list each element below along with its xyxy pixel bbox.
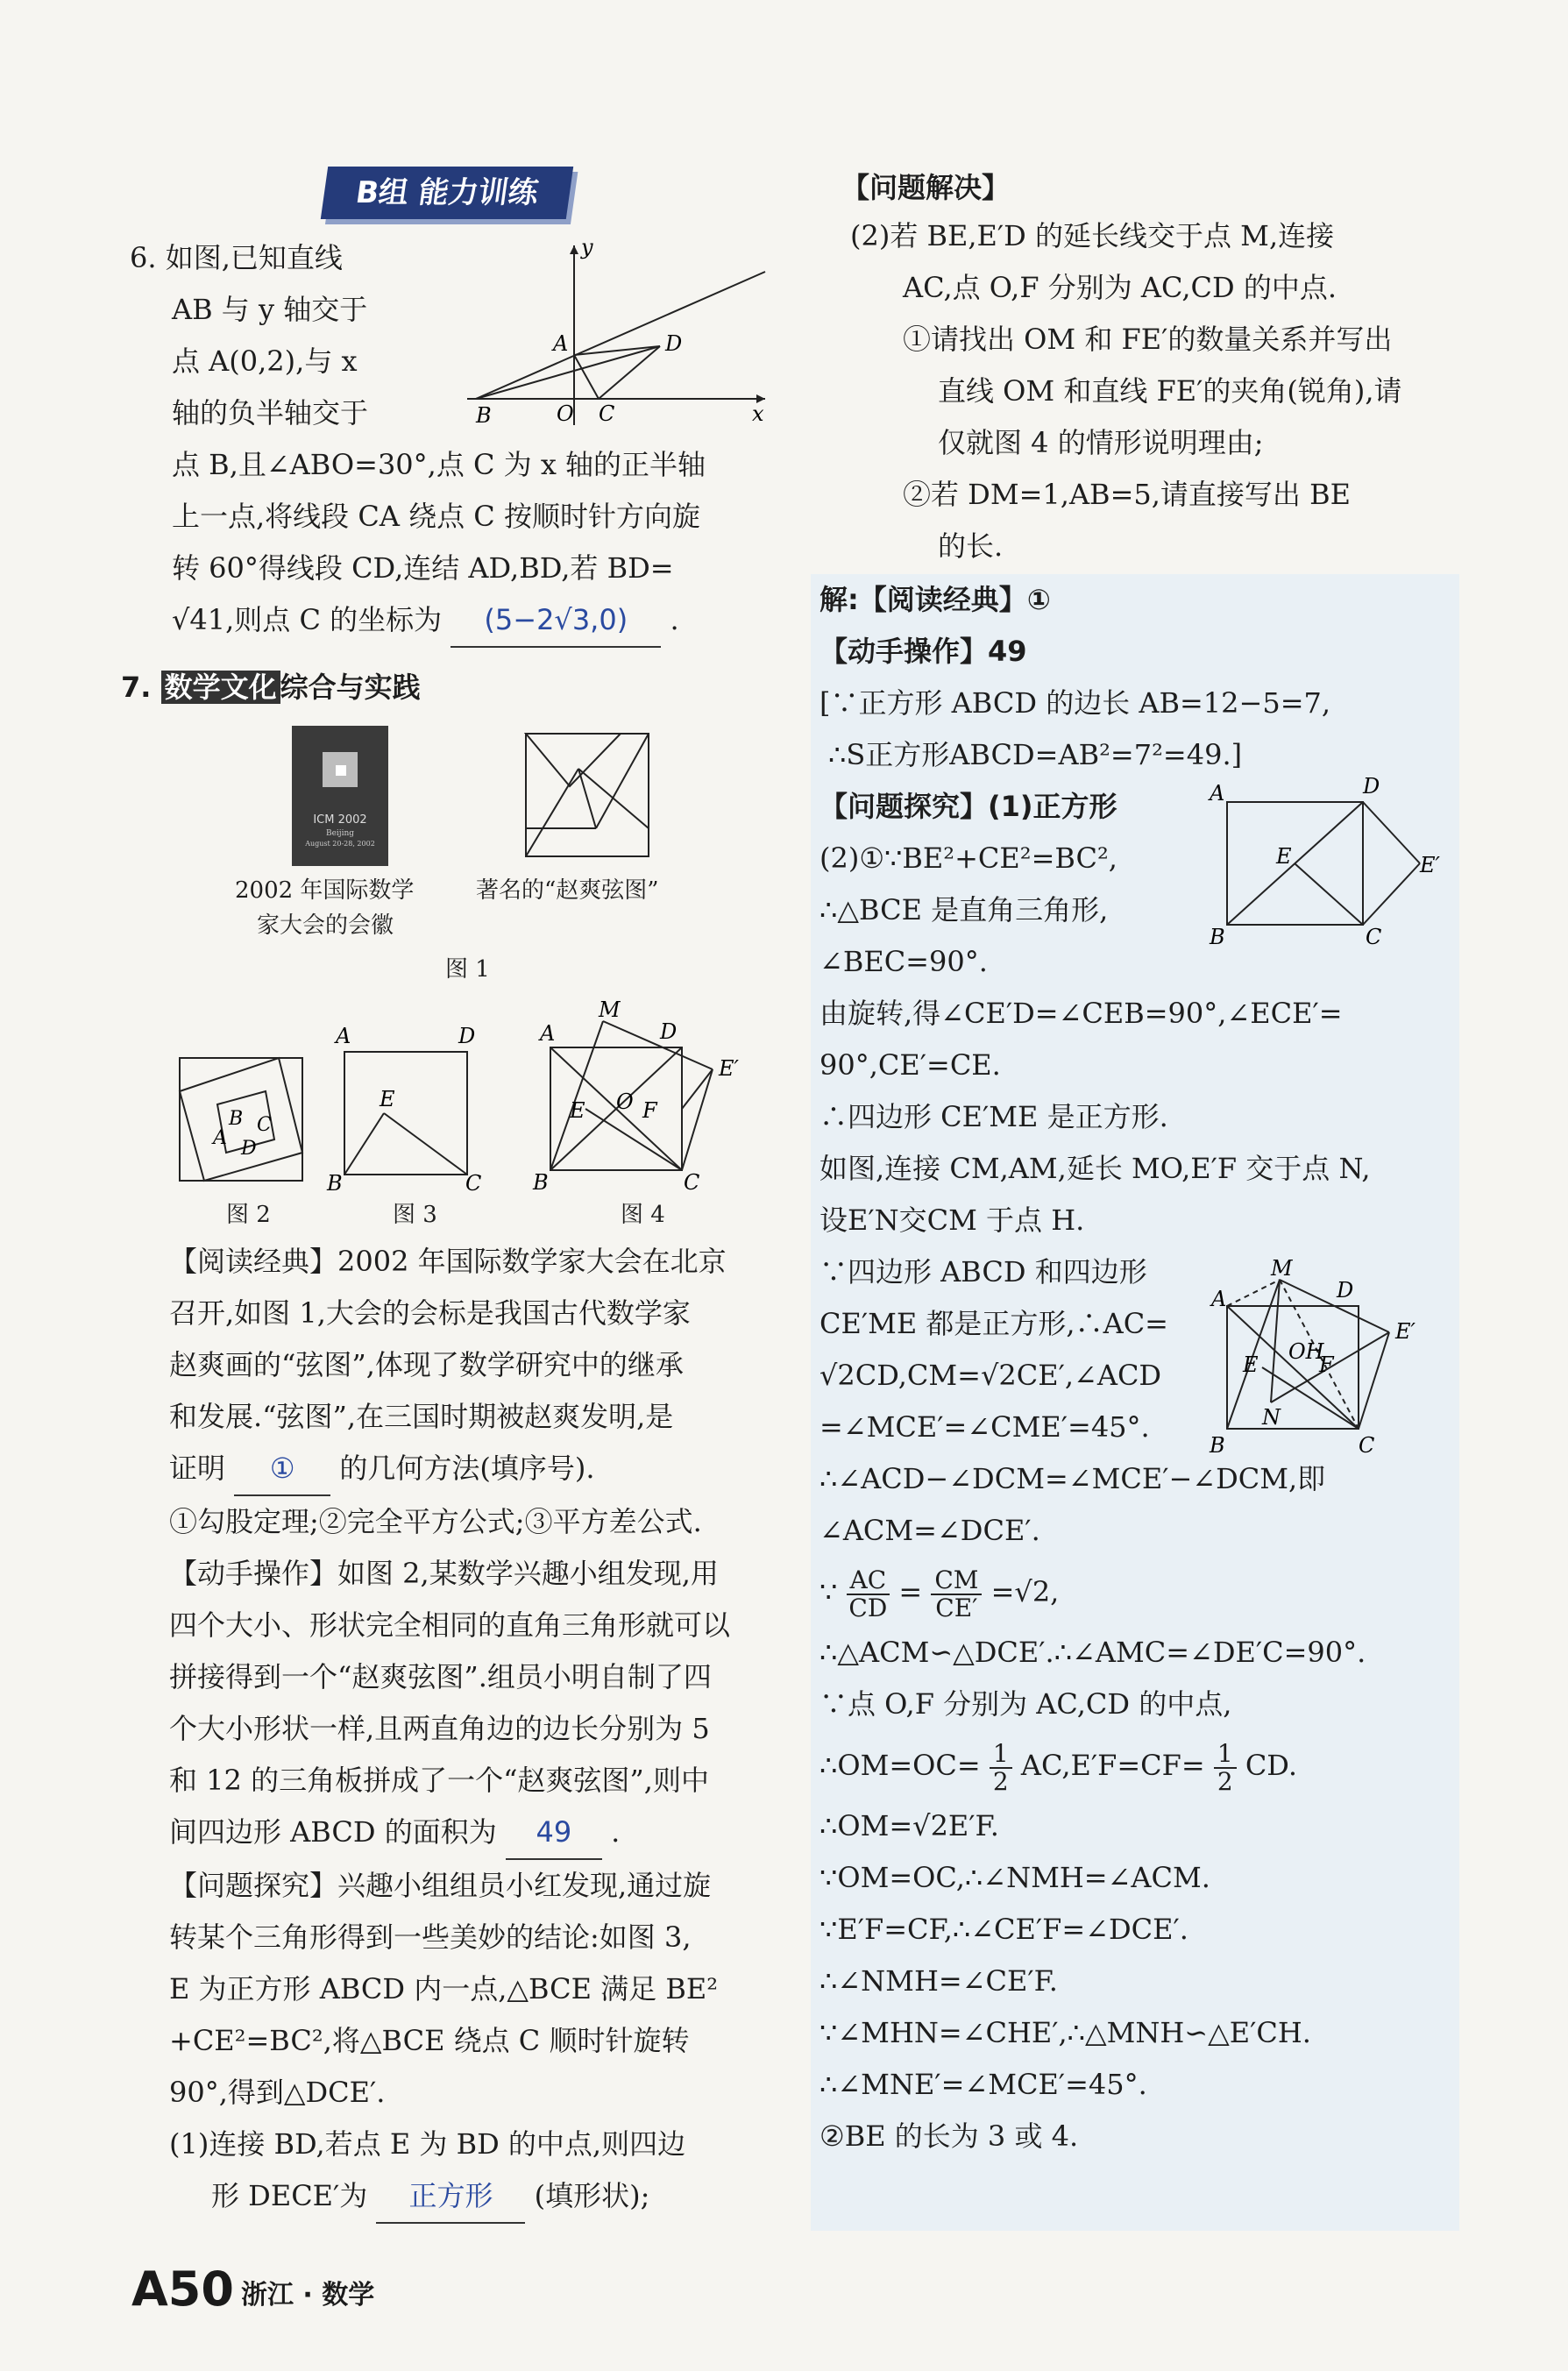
svg-text:A: A (336, 1024, 351, 1048)
sol-line: ∴∠MNE′=∠MCE′=45°. (819, 2068, 1147, 2101)
svg-text:B: B (476, 403, 492, 428)
fig1-label: 图 1 (445, 956, 490, 983)
sol-line: ∴∠ACD−∠DCM=∠MCE′−∠DCM,即 (819, 1462, 1326, 1495)
q6-answer: (5−2√3,0) (451, 594, 661, 648)
explore-line: +CE²=BC²,将△BCE 绕点 C 顺时针旋转 (169, 2024, 690, 2057)
half-frac-1 (990, 1738, 1012, 1796)
figure-4-diagram (524, 995, 761, 1195)
frac-num: 1 (990, 1741, 1012, 1769)
logo-date: August 20-28, 2002 (305, 840, 375, 848)
ratio-eq: = (898, 1575, 923, 1608)
svg-text:B: B (229, 1108, 244, 1130)
svg-text:O: O (616, 1090, 634, 1114)
fig1-caption-2: 家大会的会徽 (257, 912, 394, 939)
svg-text:B: B (1210, 1433, 1225, 1458)
sol-line: ∴OM=√2E′F. (819, 1809, 999, 1842)
svg-text:N: N (1262, 1405, 1281, 1430)
frac-num: CM (931, 1567, 982, 1595)
q6-line: 轴的负半轴交于 (172, 396, 369, 429)
explore-line: 90°,得到△DCE′. (169, 2076, 386, 2109)
svg-text:D: D (660, 1019, 678, 1044)
svg-text:A: A (1210, 781, 1225, 806)
sol-line: ∴四边形 CE′ME 是正方形. (819, 1100, 1168, 1133)
svg-text:C: C (599, 401, 615, 426)
icm-2002-logo (292, 726, 388, 866)
frac-den: 2 (1217, 1766, 1233, 1796)
fig1-caption-1: 2002 年国际数学 (235, 877, 415, 904)
read-line: 【阅读经典】2002 年国际数学家大会在北京 (169, 1245, 727, 1278)
svg-text:x: x (752, 401, 764, 426)
q7-culture-tag: 数学文化 (161, 671, 280, 704)
sol-line: ∴∠NMH=∠CE′F. (819, 1964, 1058, 1998)
sol-line: 90°,CE′=CE. (819, 1048, 1001, 1082)
fig1-caption-3: 著名的“赵爽弦图” (476, 877, 659, 904)
sol-line: ∵OM=OC,∴∠NMH=∠ACM. (819, 1861, 1210, 1894)
q6-line: 上一点,将线段 CA 绕点 C 按顺时针方向旋 (172, 500, 700, 533)
figure-2-diagram (178, 1056, 309, 1188)
read-suffix: 的几何方法(填序号). (339, 1452, 595, 1485)
read-answer-line (169, 1443, 730, 1496)
q6-coordinate-figure (458, 237, 774, 429)
read-line: 召开,如图 1,大会的会标是我国古代数学家 (169, 1296, 691, 1330)
svg-text:B: B (327, 1171, 343, 1196)
item1-line: 直线 OM 和直线 FE′的夹角(锐角),请 (938, 374, 1402, 408)
svg-text:E: E (570, 1098, 585, 1123)
q6-line: 点 B,且∠ABO=30°,点 C 为 x 轴的正半轴 (172, 448, 706, 481)
figure-3-diagram (327, 1024, 482, 1196)
q7-title: 综合与实践 (280, 671, 421, 704)
svg-text:A: A (553, 331, 569, 356)
svg-text:E′: E′ (1395, 1319, 1415, 1344)
sol-line: CE′ME 都是正方形,∴AC= (819, 1307, 1168, 1340)
half-frac-2 (1214, 1738, 1237, 1796)
op-line: 四个大小、形状完全相同的直角三角形就可以 (169, 1608, 731, 1642)
frac-num: 1 (1214, 1741, 1237, 1769)
sol-line: 【问题探究】(1)正方形 (819, 790, 1117, 823)
q6-line: 6. 如图,已知直线 (130, 241, 343, 274)
svg-text:B: B (1210, 925, 1225, 949)
svg-text:C: C (465, 1171, 482, 1196)
logo-sub: Beijing (325, 829, 355, 838)
svg-text:C: C (257, 1114, 272, 1136)
sub1-answer: 正方形 (376, 2170, 525, 2224)
item2-line: ②若 DM=1,AB=5,请直接写出 BE (903, 478, 1351, 511)
sol-line: ∴△BCE 是直角三角形, (819, 893, 1109, 926)
sol-line: ∠BEC=90°. (819, 945, 988, 978)
sub1-prefix: 形 DECE′为 (211, 2179, 368, 2212)
sub1-line: (1)连接 BD,若点 E 为 BD 的中点,则四边 (169, 2127, 686, 2161)
frac-den: CE′ (935, 1593, 978, 1622)
svg-text:D: D (1363, 774, 1380, 799)
frac-num: AC (847, 1567, 890, 1595)
frac-den: CD (848, 1593, 888, 1622)
svg-text:D: D (665, 331, 683, 356)
op-answer-line (169, 1807, 730, 1860)
ratio-frac-1 (847, 1567, 890, 1622)
explore-line: 转某个三角形得到一些美妙的结论:如图 3, (169, 1920, 692, 1954)
svg-text:F: F (642, 1098, 657, 1123)
sol-line: 由旋转,得∠CE′D=∠CEB=90°,∠ECE′= (819, 997, 1343, 1030)
svg-text:M: M (1271, 1256, 1293, 1281)
sol-line: ∵∠MHN=∠CHE′,∴△MNH∽△E′CH. (819, 2016, 1311, 2049)
ratio-line (819, 1557, 1371, 1627)
solve-heading: 【问题解决】 (841, 171, 1011, 204)
ratio-post: =√2, (990, 1575, 1060, 1608)
q6-end: . (670, 603, 679, 636)
solve-line: AC,点 O,F 分别为 AC,CD 的中点. (903, 271, 1337, 304)
svg-text:F: F (1319, 1352, 1334, 1377)
sol-line: ∠ACM=∠DCE′. (819, 1514, 1040, 1547)
read-line: 和发展.“弦图”,在三国时期被赵爽发明,是 (169, 1400, 674, 1433)
svg-text:C: C (1359, 1433, 1375, 1458)
sol-line: 【动手操作】49 (819, 635, 1027, 668)
page-number-text: A50 (131, 2261, 234, 2317)
sol-line: 解:【阅读经典】① (819, 583, 1051, 616)
q6-line: AB 与 y 轴交于 (172, 293, 368, 326)
explore-line: E 为正方形 ABCD 内一点,△BCE 满足 BE² (169, 1972, 719, 2005)
svg-text:A: A (540, 1021, 556, 1046)
item1-line: 仅就图 4 的情形说明理由; (938, 426, 1264, 459)
page-subject: 浙江 · 数学 (240, 2280, 375, 2311)
op-prefix: 间四边形 ABCD 的面积为 (169, 1815, 497, 1849)
ratio-pre: ∵ (819, 1575, 838, 1608)
sol-line: ∵四边形 ABCD 和四边形 (819, 1255, 1147, 1288)
q6-line: 点 A(0,2),与 x (172, 344, 358, 378)
logo-text: ICM 2002 (313, 813, 367, 827)
op-answer: 49 (506, 1807, 602, 1860)
svg-text:A: A (1211, 1287, 1227, 1311)
q7-number: 7. (121, 671, 152, 704)
svg-text:C: C (1366, 925, 1382, 949)
sol-line: =∠MCE′=∠CME′=45°. (819, 1410, 1150, 1444)
solution-figure-proof (1201, 1258, 1437, 1459)
q6-line: 转 60°得线段 CD,连结 AD,BD,若 BD= (172, 551, 674, 585)
q6-line-last (130, 594, 706, 648)
op-line: 个大小形状一样,且两直角边的边长分别为 5 (169, 1712, 710, 1745)
page-number (131, 2261, 374, 2317)
svg-text:E: E (1276, 844, 1292, 869)
sub1-answer-line (169, 2170, 730, 2224)
svg-text:A: A (213, 1127, 227, 1149)
fig2-label: 图 2 (226, 1202, 271, 1228)
ratio-frac-2 (931, 1567, 982, 1622)
svg-text:E: E (1243, 1352, 1259, 1377)
svg-text:E′: E′ (1420, 853, 1440, 877)
svg-text:C: C (684, 1170, 700, 1195)
fig3-label: 图 3 (393, 1202, 437, 1228)
svg-text:D: D (1337, 1278, 1354, 1303)
zhao-shuang-diagram (524, 732, 656, 863)
fig4-label: 图 4 (621, 1202, 665, 1228)
sol-line: [∵正方形 ABCD 的边长 AB=12−5=7, (819, 686, 1331, 720)
sol-line: (2)①∵BE²+CE²=BC², (819, 841, 1117, 875)
svg-text:E: E (380, 1087, 395, 1111)
op-line: 和 12 的三角板拼成了一个“赵爽弦图”,则中 (169, 1764, 709, 1797)
item1-line: ①请找出 OM 和 FE′的数量关系并写出 (903, 323, 1393, 356)
section-banner: B组 能力训练 (321, 167, 573, 219)
read-prefix: 证明 (169, 1452, 226, 1485)
item2-line: 的长. (938, 529, 1004, 563)
explore-line: 【问题探究】兴趣小组组员小红发现,通过旋 (169, 1869, 712, 1902)
sol-line: ∵E′F=CF,∴∠CE′F=∠DCE′. (819, 1913, 1188, 1946)
solution-figure-square (1210, 774, 1440, 951)
half-pre: ∴OM=OC= (819, 1749, 981, 1782)
q6-line-text: √41,则点 C 的坐标为 (172, 603, 443, 636)
svg-text:M: M (599, 997, 621, 1022)
op-suffix: . (611, 1815, 621, 1849)
sol-line: 设E′N交CM 于点 H. (819, 1203, 1085, 1237)
svg-text:D: D (241, 1138, 257, 1160)
sol-line: ∴△ACM∽△DCE′.∴∠AMC=∠DE′C=90°. (819, 1636, 1366, 1669)
sol-line: ∴S正方形ABCD=AB²=7²=49.] (828, 738, 1243, 771)
frac-den: 2 (992, 1766, 1009, 1796)
sub1-suffix: (填形状); (534, 2179, 650, 2212)
solve-line: (2)若 BE,E′D 的延长线交于点 M,连接 (850, 219, 1335, 252)
read-options: ①勾股定理;②完全平方公式;③平方差公式. (169, 1505, 702, 1538)
q7-body (169, 1236, 730, 2224)
svg-text:D: D (458, 1024, 476, 1048)
read-line: 赵爽画的“弦图”,体现了数学研究中的继承 (169, 1348, 684, 1381)
half-mid: AC,E′F=CF= (1020, 1749, 1205, 1782)
op-line: 拼接得到一个“赵爽弦图”.组员小明自制了四 (169, 1660, 712, 1693)
half-line (819, 1730, 1371, 1800)
half-post: CD. (1245, 1749, 1297, 1782)
q7-header (121, 662, 421, 713)
svg-text:y: y (581, 235, 593, 259)
sol-line: ②BE 的长为 3 或 4. (819, 2119, 1079, 2153)
svg-text:O: O (557, 401, 574, 426)
svg-text:OH: OH (1288, 1339, 1324, 1364)
op-line: 【动手操作】如图 2,某数学兴趣小组发现,用 (169, 1557, 719, 1590)
svg-text:B: B (533, 1170, 549, 1195)
sol-line: 如图,连接 CM,AM,延长 MO,E′F 交于点 N, (819, 1152, 1371, 1185)
read-answer: ① (234, 1443, 330, 1496)
solve-part (850, 210, 1402, 572)
svg-text:E′: E′ (719, 1056, 739, 1081)
sol-line: √2CD,CM=√2CE′,∠ACD (819, 1359, 1162, 1392)
sol-line: ∵点 O,F 分别为 AC,CD 的中点, (819, 1687, 1232, 1721)
